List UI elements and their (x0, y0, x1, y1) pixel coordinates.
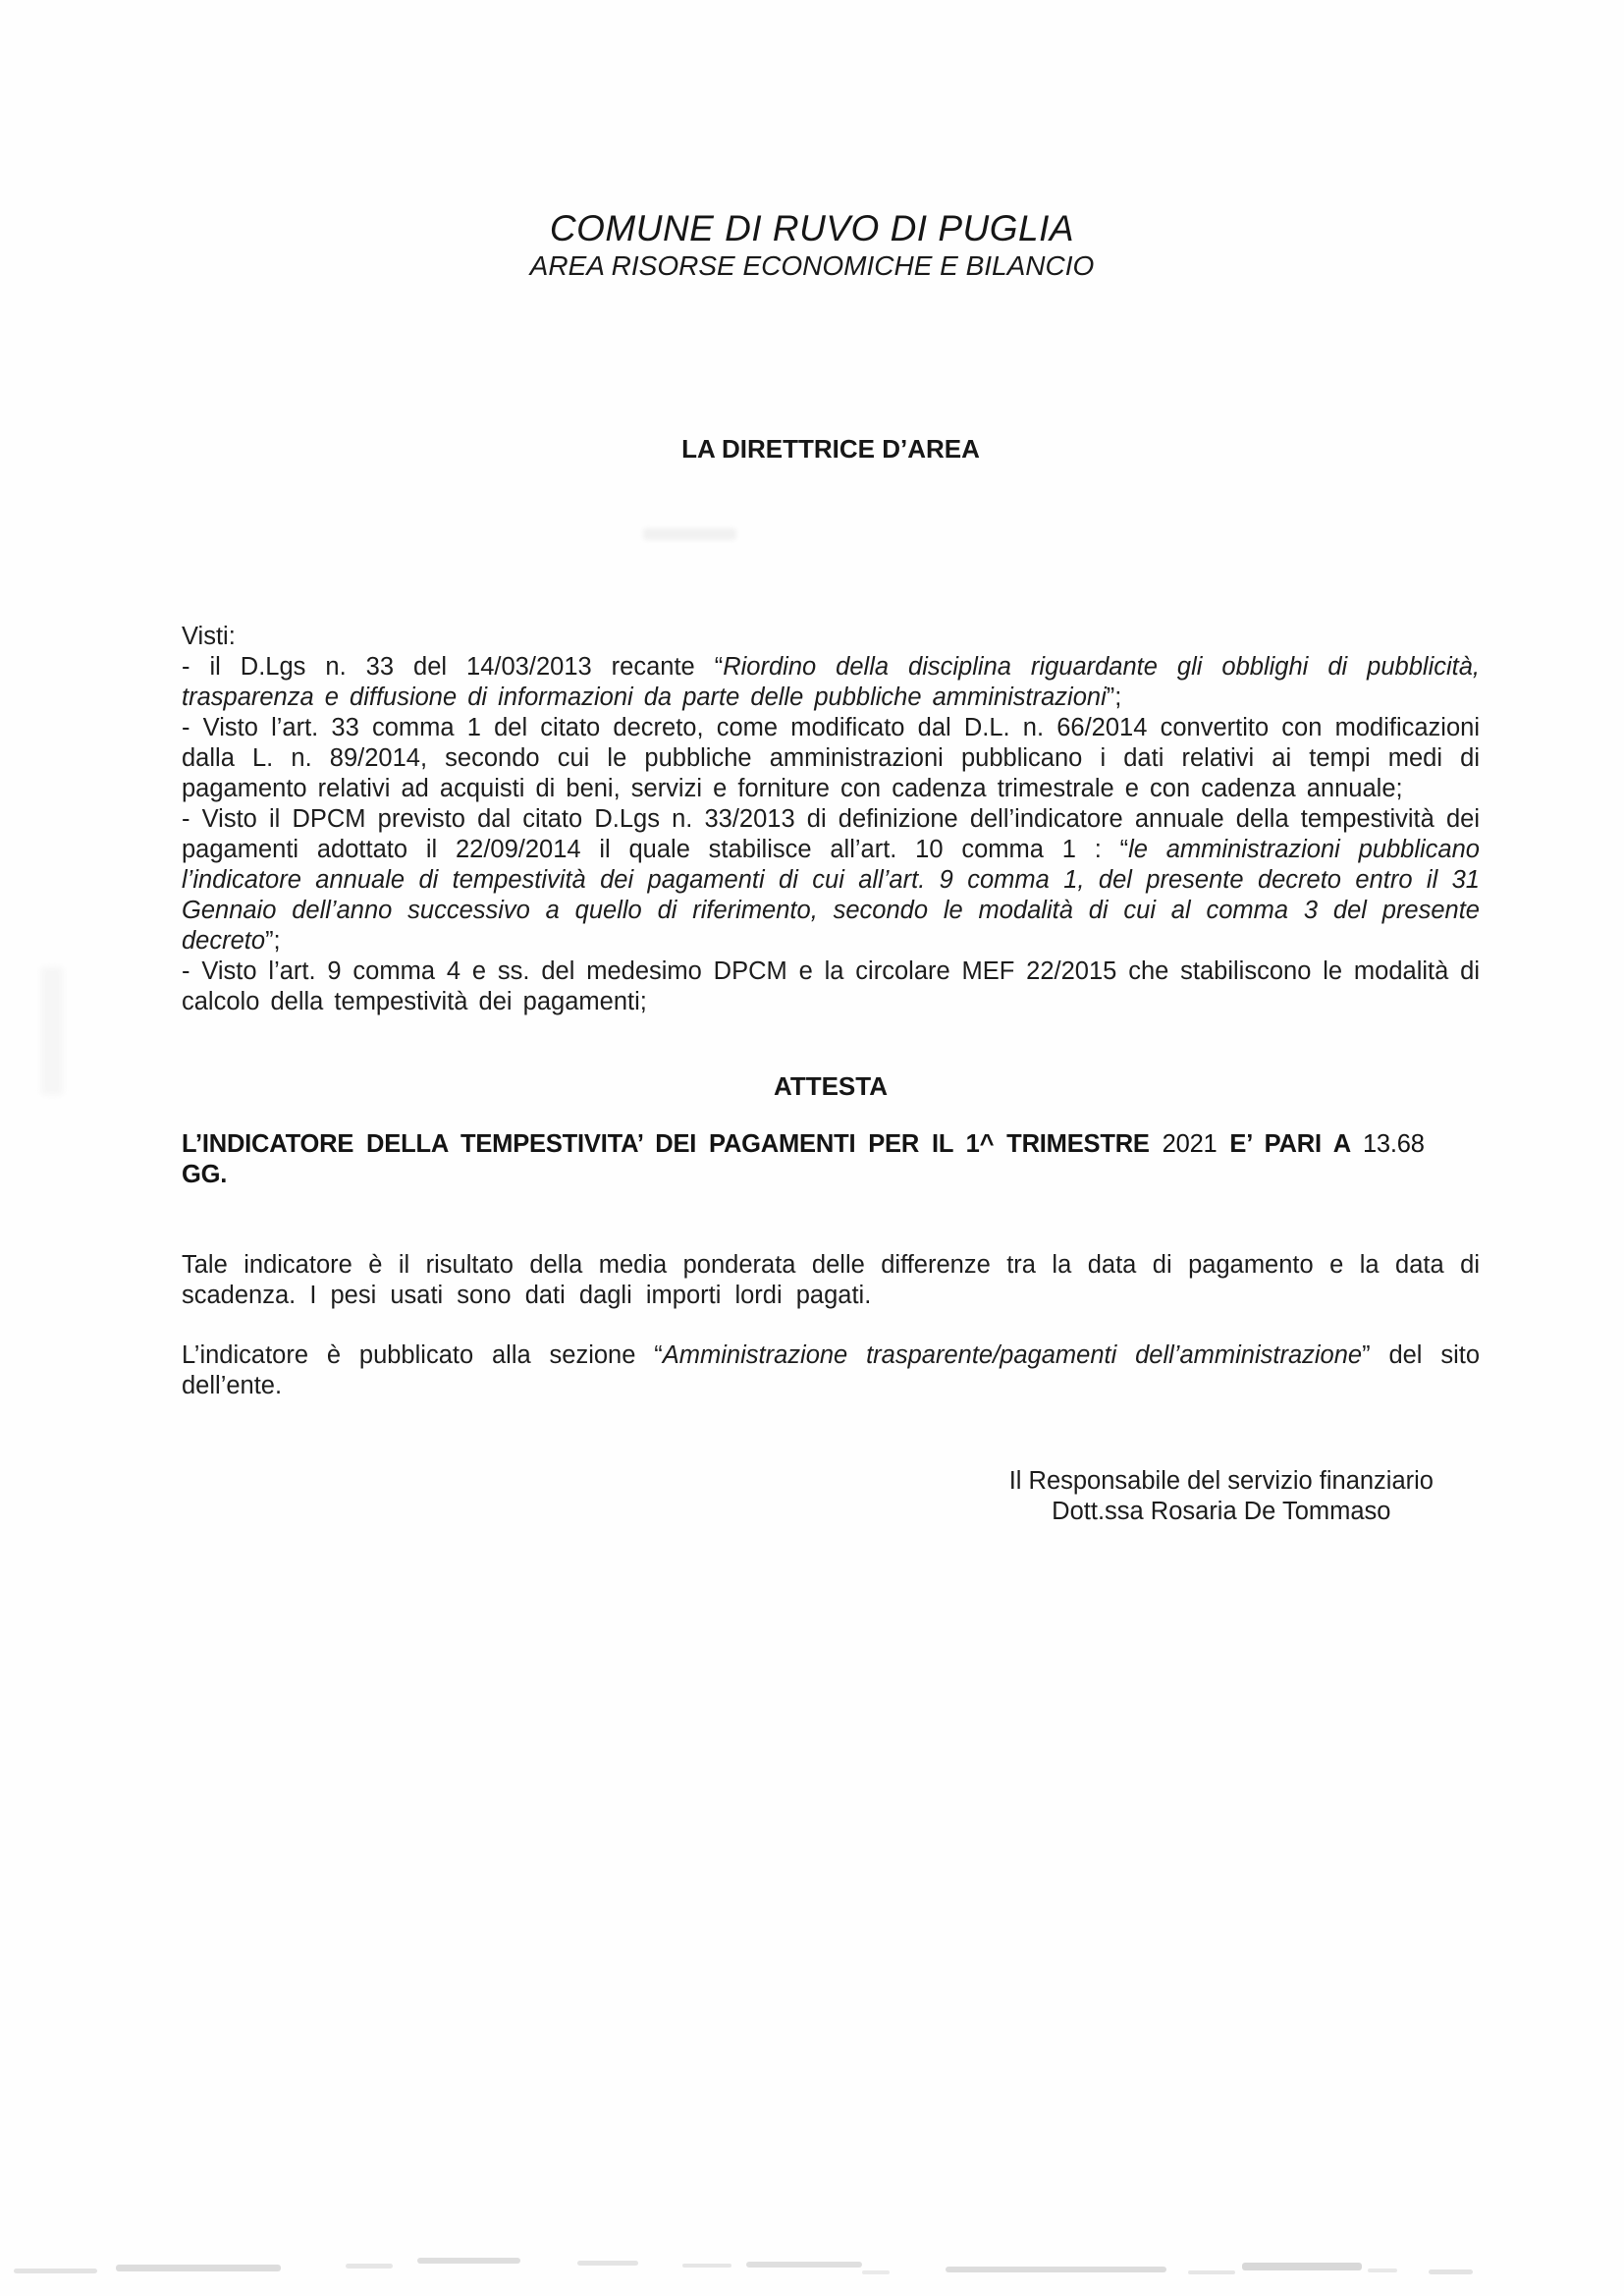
premise-item-dlgs-33: - il D.Lgs n. 33 del 14/03/2013 recante “Riordino della disciplina riguardante gli obblighi di pubblicità, trasparenza e diffusione di informazioni da parte delle pubbliche amministrazioni”; (182, 653, 1480, 711)
role-heading: LA DIRETTRICE D’AREA (681, 434, 980, 464)
scan-artifact (116, 2265, 281, 2271)
signature-role: Il Responsabile del servizio finanziario (1008, 1467, 1434, 1495)
explanation-paragraph: Tale indicatore è il risultato della media ponderata delle differenze tra la data di pagamento e la data di scadenza. I pesi usati sono dati dagli importi lordi pagati. (182, 1251, 1480, 1309)
scan-artifact (682, 2264, 731, 2268)
premise-item-dpcm: - Visto il DPCM previsto dal citato D.Lgs n. 33/2013 di definizione dell’indicatore annuale della tempestività dei pagamenti adottato il 22/09/2014 il quale stabilisce all’art. 10 comma 1 : “le amministrazioni pubblicano l’indicatore annuale di tempestività dei pagamenti di cui all’art. 9 comma 1, del presente decreto entro il 31 Gennaio dell’anno successivo a quello di riferimento, secondo le modalità di cui al comma 3 del presente decreto”; (182, 805, 1480, 955)
premise-item-art-9: - Visto l’art. 9 comma 4 e ss. del medesimo DPCM e la circolare MEF 22/2015 che stabiliscono le modalità di calcolo della tempestività dei pagamenti; (182, 957, 1480, 1015)
scan-artifact (746, 2262, 862, 2268)
scan-artifact (946, 2267, 1166, 2272)
publication-paragraph: L’indicatore è pubblicato alla sezione “Amministrazione trasparente/pagamenti dell’amministrazione” del sito dell’ente. (182, 1341, 1481, 1399)
scan-artifact (577, 2261, 638, 2266)
premise-item-art-33: - Visto l’art. 33 comma 1 del citato decreto, come modificato dal D.L. n. 66/2014 convertito con modificazioni dalla L. n. 89/2014, secondo cui le pubbliche amministrazioni pubblicano i dati relativi ai tempi medi di pagamento relativi ad acquisti di beni, servizi e forniture con cadenza trimestrale e con cadenza annuale; (182, 714, 1480, 802)
scan-artifact (1242, 2263, 1362, 2270)
signature-name: Dott.ssa Rosaria De Tommaso (1052, 1498, 1391, 1525)
scan-artifact (1368, 2269, 1397, 2272)
scan-artifact (346, 2264, 393, 2269)
document-header (0, 0, 1624, 282)
signature-inner (1009, 1466, 1434, 1527)
document-content (0, 434, 1624, 1527)
premise-section (182, 622, 1480, 1017)
organization-subtitle: AREA RISORSE ECONOMICHE E BILANCIO (529, 250, 1095, 281)
scan-artifact (417, 2258, 520, 2264)
scan-artifact (862, 2270, 890, 2274)
scan-artifact (1188, 2270, 1235, 2274)
signature-block (182, 1466, 1480, 1527)
organization-title: COMUNE DI RUVO DI PUGLIA (549, 208, 1075, 248)
attestation-heading: ATTESTA (773, 1071, 889, 1101)
premise-intro: Visti: (182, 623, 236, 650)
scan-artifact (14, 2269, 97, 2273)
scan-artifact (1429, 2269, 1473, 2274)
attestation-statement: L’INDICATORE DELLA TEMPESTIVITA’ DEI PAGAMENTI PER IL 1^ TRIMESTRE 2021 E’ PARI A 13.68 GG. (182, 1130, 1425, 1188)
